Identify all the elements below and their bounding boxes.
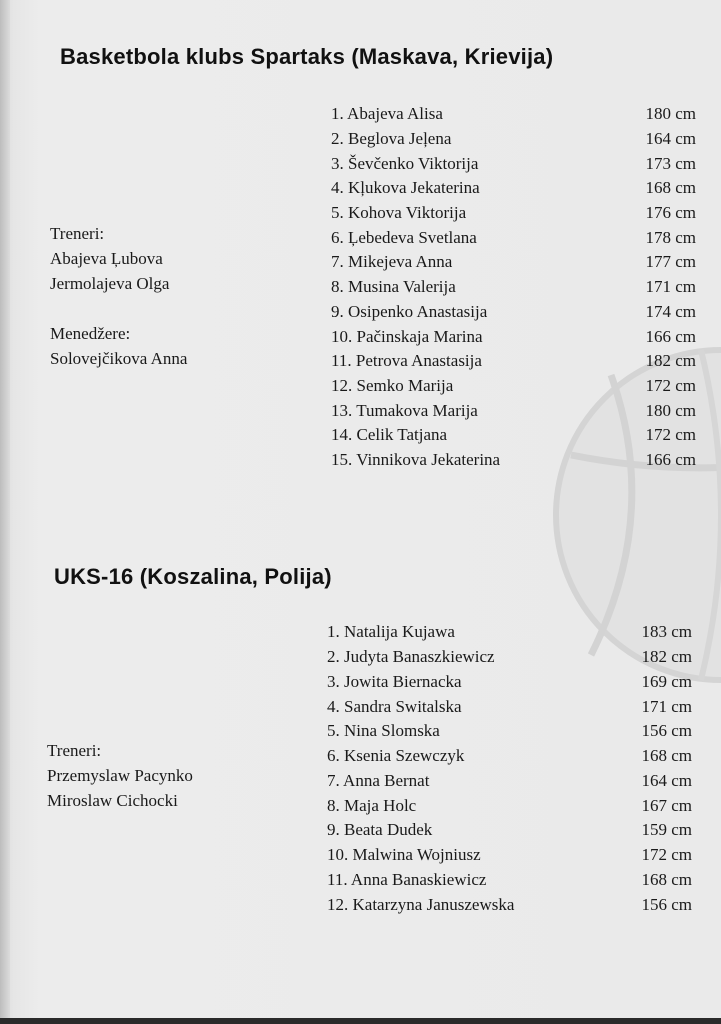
player-roster — [331, 102, 696, 472]
player-height: 182 cm — [645, 351, 696, 371]
player-name: 10. Pačinskaja Marina — [331, 326, 483, 346]
player-name: 2. Judyta Banaszkiewicz — [327, 647, 495, 667]
player-row — [331, 225, 696, 250]
player-height: 169 cm — [641, 671, 692, 691]
staff-line: Treneri: — [50, 224, 105, 243]
player-row — [327, 719, 692, 744]
player-height: 172 cm — [645, 425, 696, 445]
player-name: 4. Sandra Switalska — [327, 696, 462, 716]
player-row — [331, 349, 696, 374]
player-name: 1. Abajeva Alisa — [331, 104, 443, 124]
player-row — [331, 374, 696, 399]
player-height: 166 cm — [645, 449, 696, 469]
player-height: 156 cm — [641, 721, 692, 741]
player-name: 15. Vinnikova Jekaterina — [331, 449, 501, 469]
player-row — [327, 793, 692, 818]
player-row — [327, 843, 692, 868]
player-row — [331, 275, 696, 300]
page-bottom-edge — [0, 1018, 721, 1024]
player-height: 168 cm — [645, 178, 696, 198]
team-title: UKS-16 (Koszalina, Polija) — [54, 564, 332, 589]
player-name: 9. Osipenko Anastasija — [331, 301, 488, 321]
player-name: 6. Ksenia Szewczyk — [327, 746, 465, 766]
player-height: 156 cm — [641, 894, 692, 914]
player-row — [327, 744, 692, 769]
staff-line: Miroslaw Cichocki — [47, 791, 178, 810]
player-name: 11. Anna Banaskiewicz — [327, 869, 487, 889]
team-staff — [47, 738, 193, 813]
player-height: 174 cm — [645, 301, 696, 321]
player-row — [331, 176, 696, 201]
player-height: 159 cm — [641, 820, 692, 840]
player-name: 9. Beata Dudek — [327, 820, 433, 840]
player-height: 177 cm — [645, 252, 696, 272]
staff-line: Menedžere: — [50, 324, 131, 343]
team-title: Basketbola klubs Spartaks (Maskava, Krievija) — [60, 44, 554, 69]
player-row — [327, 769, 692, 794]
player-row — [331, 300, 696, 325]
player-height: 171 cm — [641, 696, 692, 716]
player-row — [331, 423, 696, 448]
player-name: 11. Petrova Anastasija — [331, 351, 482, 371]
player-name: 5. Nina Slomska — [327, 721, 440, 741]
player-row — [327, 620, 692, 645]
player-name: 14. Celik Tatjana — [331, 425, 448, 445]
player-name: 7. Mikejeva Anna — [331, 252, 453, 272]
player-name: 3. Ševčenko Viktorija — [331, 153, 479, 173]
player-height: 178 cm — [645, 227, 696, 247]
player-height: 166 cm — [645, 326, 696, 346]
player-height: 183 cm — [641, 622, 692, 642]
player-name: 10. Malwina Wojniusz — [327, 845, 481, 865]
player-row — [327, 868, 692, 893]
player-height: 168 cm — [641, 869, 692, 889]
player-height: 172 cm — [645, 375, 696, 395]
player-row — [331, 127, 696, 152]
player-row — [327, 694, 692, 719]
player-row — [327, 818, 692, 843]
player-height: 167 cm — [641, 795, 692, 815]
player-height: 171 cm — [645, 277, 696, 297]
player-name: 8. Maja Holc — [327, 795, 417, 815]
player-row — [331, 398, 696, 423]
staff-line: Przemyslaw Pacynko — [47, 766, 193, 785]
player-height: 180 cm — [645, 104, 696, 124]
player-name: 12. Katarzyna Januszewska — [327, 894, 515, 914]
player-name: 6. Ļebedeva Svetlana — [331, 227, 477, 247]
player-height: 172 cm — [641, 845, 692, 865]
player-height: 182 cm — [641, 647, 692, 667]
player-row — [331, 151, 696, 176]
staff-line — [50, 296, 187, 321]
player-row — [331, 324, 696, 349]
player-name: 8. Musina Valerija — [331, 277, 456, 297]
player-name: 5. Kohova Viktorija — [331, 203, 467, 223]
player-name: 1. Natalija Kujawa — [327, 622, 455, 642]
player-height: 180 cm — [645, 400, 696, 420]
player-height: 176 cm — [645, 203, 696, 223]
staff-line: Solovejčikova Anna — [50, 349, 188, 368]
player-row — [327, 670, 692, 695]
player-row — [331, 250, 696, 275]
player-name: 4. Kļukova Jekaterina — [331, 178, 480, 198]
team-staff — [50, 221, 187, 371]
player-height: 173 cm — [645, 153, 696, 173]
player-row — [331, 448, 696, 473]
player-row — [327, 645, 692, 670]
staff-line: Abajeva Ļubova — [50, 249, 163, 268]
player-height: 164 cm — [641, 770, 692, 790]
player-name: 13. Tumakova Marija — [331, 400, 478, 420]
player-name: 7. Anna Bernat — [327, 770, 430, 790]
player-row — [331, 201, 696, 226]
player-name: 2. Beglova Jeļena — [331, 129, 452, 149]
player-height: 168 cm — [641, 746, 692, 766]
staff-line: Jermolajeva Olga — [50, 274, 170, 293]
player-row — [327, 892, 692, 917]
staff-line: Treneri: — [47, 741, 102, 760]
player-row — [331, 102, 696, 127]
player-height: 164 cm — [645, 129, 696, 149]
page-spine-shadow — [0, 0, 10, 1024]
player-roster — [327, 620, 692, 917]
player-name: 3. Jowita Biernacka — [327, 671, 462, 691]
player-name: 12. Semko Marija — [331, 375, 454, 395]
